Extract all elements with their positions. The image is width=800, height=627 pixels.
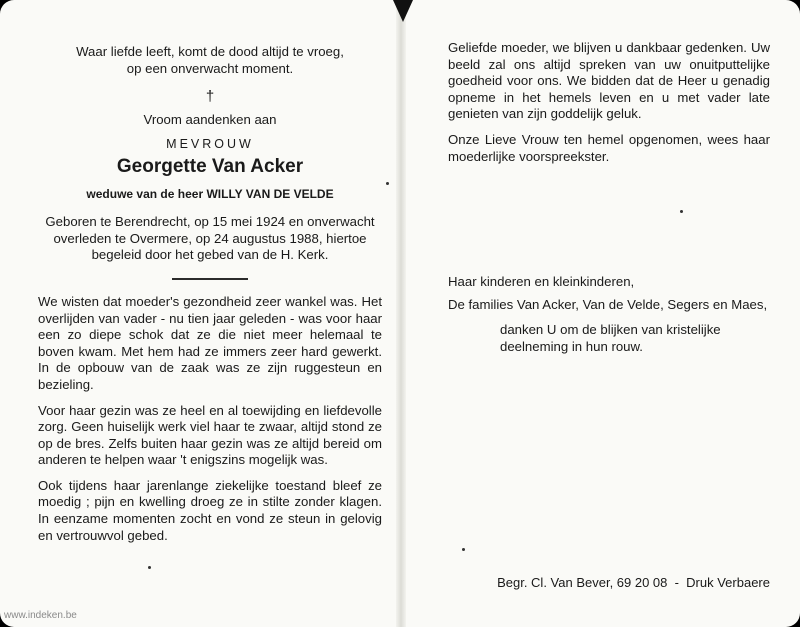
ink-speck bbox=[148, 566, 151, 569]
paragraph-family: Voor haar gezin was ze heel en al toewijding en liefdevolle zorg. Geen huiselijk werk viel haar te zwaar, altijd stond ze op de bres. Zelfs buiten haar gezin was ze altijd bereid om anderen te helpen waar 't enigszins mogelijk was. bbox=[38, 402, 382, 468]
ink-speck bbox=[462, 548, 465, 551]
paragraph-health: We wisten dat moeder's gezondheid zeer wankel was. Het overlijden van vader - nu tien jaar geleden - was voor haar een zo diepe schok dat ze die niet meer helemaal te boven kwam. Met hem had ze immers zeer hard gewerkt. In de opbouw van de zaak was ze zijn ruggesteun en bezieling. bbox=[38, 293, 382, 392]
divider bbox=[172, 278, 248, 280]
opening-line-2: op een onverwacht moment. bbox=[126, 60, 294, 76]
honorific: MEVROUW bbox=[166, 137, 254, 152]
paragraph-illness: Ook tijdens haar jarenlange ziekelijke toestand bleef ze moedig ; pijn en kwelling droeg ze in stilte zonder klagen. In eenzame momenten zocht en vond ze steun in gelovig en vertrouwvol gebed. bbox=[38, 477, 382, 543]
cross-symbol: † bbox=[205, 88, 215, 106]
left-page bbox=[38, 44, 382, 544]
children-line: Haar kinderen en kleinkinderen, bbox=[448, 274, 635, 290]
birth-death-text: Geboren te Berendrecht, op 15 mei 1924 en onverwacht overleden te Overmere, op 24 augustus 1988, hiertoe begeleid door het gebed van de H. Kerk. bbox=[45, 214, 375, 263]
widow-line: weduwe van de heer WILLY VAN DE VELDE bbox=[86, 186, 334, 201]
opening-line-1: Waar liefde leeft, komt de dood altijd te vroeg, bbox=[76, 44, 344, 59]
fold-notch bbox=[393, 0, 413, 22]
ink-speck bbox=[680, 210, 683, 213]
right-page bbox=[448, 40, 770, 356]
families-line: De families Van Acker, Van de Velde, Segers en Maes, bbox=[448, 296, 768, 312]
card-fold bbox=[396, 0, 406, 627]
paragraph-remembrance: Geliefde moeder, we blijven u dankbaar gedenken. Uw beeld zal ons altijd spreken van uw onuitputtelijke goedheid voor ons. We bidden dat de Heer u genadig opneme in het hemels leven en u met vader late genieten van zijn goddelijk geluk. bbox=[448, 40, 770, 122]
ink-speck bbox=[386, 182, 389, 185]
printer-credit: Begr. Cl. Van Bever, 69 20 08 - Druk Verbaere bbox=[497, 575, 770, 590]
intro-text: Vroom aandenken aan bbox=[143, 111, 277, 127]
thanks-line: danken U om de blijken van kristelijke deelneming in hun rouw. bbox=[500, 322, 721, 354]
deceased-name: Georgette Van Acker bbox=[116, 155, 304, 177]
paragraph-prayer: Onze Lieve Vrouw ten hemel opgenomen, wees haar moederlijke voorspreekster. bbox=[448, 131, 770, 164]
watermark: www.indeken.be bbox=[4, 610, 77, 621]
